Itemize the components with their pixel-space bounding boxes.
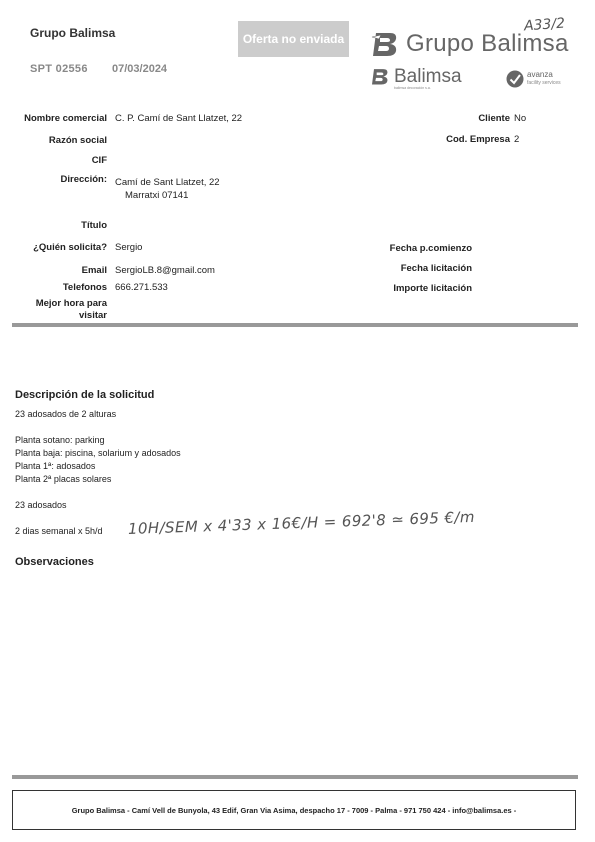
descripcion-line: Planta baja: piscina, solarium y adosados <box>15 448 181 458</box>
descripcion-line: 23 adosados <box>15 500 67 510</box>
label-cod-empresa: Cod. Empresa <box>446 134 510 145</box>
label-fecha-comienzo: Fecha p.comienzo <box>389 243 472 254</box>
avanza-logo <box>506 70 561 88</box>
value-telefonos: 666.271.533 <box>115 282 168 293</box>
label-importe-licitacion: Importe licitación <box>393 283 472 294</box>
label-titulo: Título <box>81 220 107 231</box>
value-email: SergioLB.8@gmail.com <box>115 265 215 276</box>
label-razon-social: Razón social <box>48 135 107 146</box>
descripcion-title: Descripción de la solicitud <box>15 389 155 401</box>
label-quien-solicita: ¿Quién solicita? <box>33 242 107 253</box>
value-direccion-line1: Camí de Sant Llatzet, 22 <box>115 177 220 188</box>
status-badge: Oferta no enviada <box>238 21 349 57</box>
document-number: SPT 02556 <box>30 63 88 75</box>
descripcion-line: 23 adosados de 2 alturas <box>15 409 117 419</box>
balimsa-small-b-icon <box>370 67 390 86</box>
handwritten-calculation: 10H/SEM x 4'33 x 16€/H = 692'8 ≃ 695 €/m <box>127 507 476 538</box>
handwritten-reference: A33/2 <box>523 15 566 35</box>
label-nombre-comercial: Nombre comercial <box>24 113 107 124</box>
balimsa-tagline: balimsa decoración s.a. <box>394 86 431 90</box>
document-date: 07/03/2024 <box>112 63 168 75</box>
logo-main-text: Grupo Balimsa <box>406 30 569 57</box>
avanza-tagline: facility services <box>527 80 561 86</box>
value-nombre-comercial: C. P. Camí de Sant Llatzet, 22 <box>115 113 243 124</box>
descripcion-line: 2 dias semanal x 5h/d <box>15 526 103 536</box>
balimsa-logo-text: Balimsa <box>394 66 462 87</box>
footer-contact: Grupo Balimsa - Camí Vell de Bunyola, 43 Edif, Gran Via Asima, despacho 17 - 7009 - Palma - 971 750 424 - info@balimsa.es - <box>12 790 576 830</box>
label-mejor-hora: Mejor hora para visitar <box>35 298 107 321</box>
label-cliente: Cliente <box>478 113 510 124</box>
descripcion-line: Planta sotano: parking <box>15 435 105 445</box>
descripcion-line: Planta 1ª: adosados <box>15 461 96 471</box>
grupo-balimsa-logo <box>370 30 569 58</box>
footer-divider <box>12 775 578 779</box>
descripcion-line: Planta 2ª placas solares <box>15 474 112 484</box>
label-cif: CIF <box>91 155 107 166</box>
balimsa-b-icon <box>370 31 400 57</box>
section-divider <box>12 323 578 327</box>
value-direccion-line2: Marratxi 07141 <box>125 190 189 201</box>
value-cod-empresa: 2 <box>514 134 520 145</box>
label-email: Email <box>81 265 107 276</box>
value-quien-solicita: Sergio <box>115 242 143 253</box>
label-fecha-licitacion: Fecha licitación <box>400 263 472 274</box>
avanza-logo-text: avanza <box>527 70 553 79</box>
observaciones-title: Observaciones <box>15 556 94 568</box>
value-cliente: No <box>514 113 527 124</box>
company-name: Grupo Balimsa <box>30 26 116 40</box>
avanza-check-icon <box>506 70 524 88</box>
label-telefonos: Telefonos <box>62 282 107 293</box>
balimsa-logo <box>370 66 462 90</box>
label-direccion: Dirección: <box>60 174 107 185</box>
